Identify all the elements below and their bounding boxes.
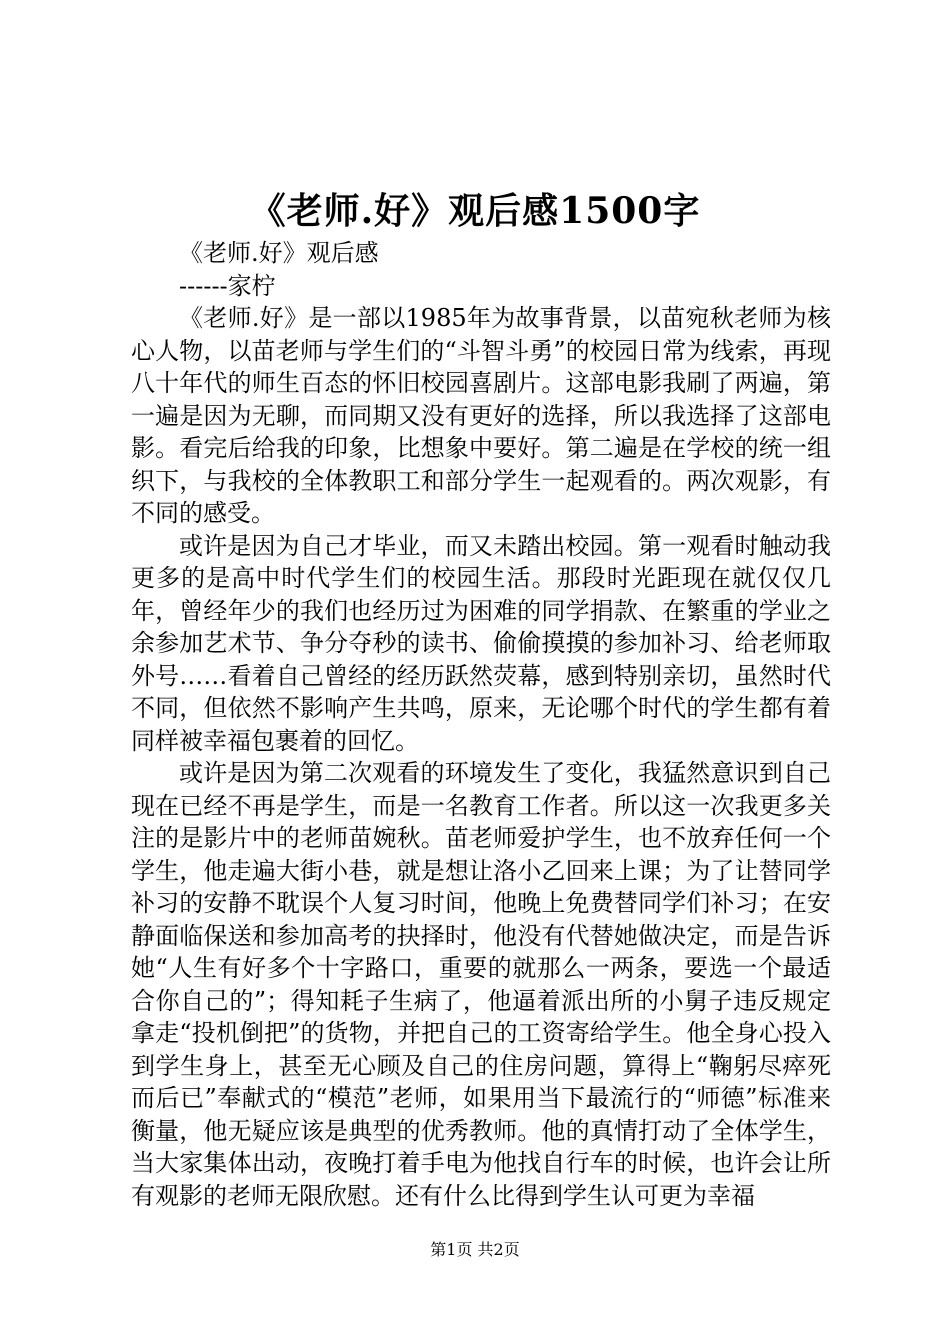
- paragraph-2: 或许是因为自己才毕业，而又未踏出校园。第一观看时触动我更多的是高中时代学生们的校园生活。那段时光距现在就仅仅几年，曾经年少的我们也经历过为困难的同学捐款、在繁重的学业之余参加艺术节、争分夺秒的读书、偷偷摸摸的参加补习、给老师取外号……看着自己曾经的经历跃然荧幕，感到特别亲切，虽然时代不同，但依然不影响产生共鸣，原来，无论哪个时代的学生都有着同样被幸福包裹着的回忆。: [131, 531, 831, 755]
- document-body: [131, 237, 831, 1212]
- document-subtitle: 《老师.好》观后感: [179, 239, 379, 267]
- page-footer: 第1页 共2页: [430, 1240, 520, 1259]
- document-title: 《老师.好》观后感1500字: [249, 190, 701, 232]
- document-author: ------家柠: [179, 271, 276, 300]
- paragraph-1: 《老师.好》是一部以1985年为故事背景，以苗宛秋老师为核心人物，以苗老师与学生们的“斗智斗勇”的校园日常为线索，再现八十年代的师生百态的怀旧校园喜剧片。这部电影我刷了两遍，第一遍是因为无聊，而同期又没有更好的选择，所以我选择了这部电影。看完后给我的印象，比想象中要好。第二遍是在学校的统一组织下，与我校的全体教职工和部分学生一起观看的。两次观影，有不同的感受。: [131, 304, 831, 527]
- paragraph-3: 或许是因为第二次观看的环境发生了变化，我猛然意识到自己现在已经不再是学生，而是一名教育工作者。所以这一次我更多关注的是影片中的老师苗婉秋。苗老师爱护学生，也不放弃任何一个学生，他走遍大街小巷，就是想让洛小乙回来上课；为了让替同学补习的安静不耽误个人复习时间，他晚上免费替同学们补习；在安静面临保送和参加高考的抉择时，他没有代替她做决定，而是告诉她“人生有好多个十字路口，重要的就那么一两条，要选一个最适合你自己的”；得知耗子生病了，他逼着派出所的小舅子违反规定拿走“投机倒把”的货物，并把自己的工资寄给学生。他全身心投入到学生身上，甚至无心顾及自己的住房问题，算得上“鞠躬尽瘁死而后已”奉献式的“模范”老师，如果用当下最流行的“师德”标准来衡量，他无疑应该是典型的优秀教师。他的真情打动了全体学生，当大家集体出动，夜晚打着手电为他找自行车的时候，也许会让所有观影的老师无限欣慰。还有什么比得到学生认可更为幸福: [131, 759, 831, 1210]
